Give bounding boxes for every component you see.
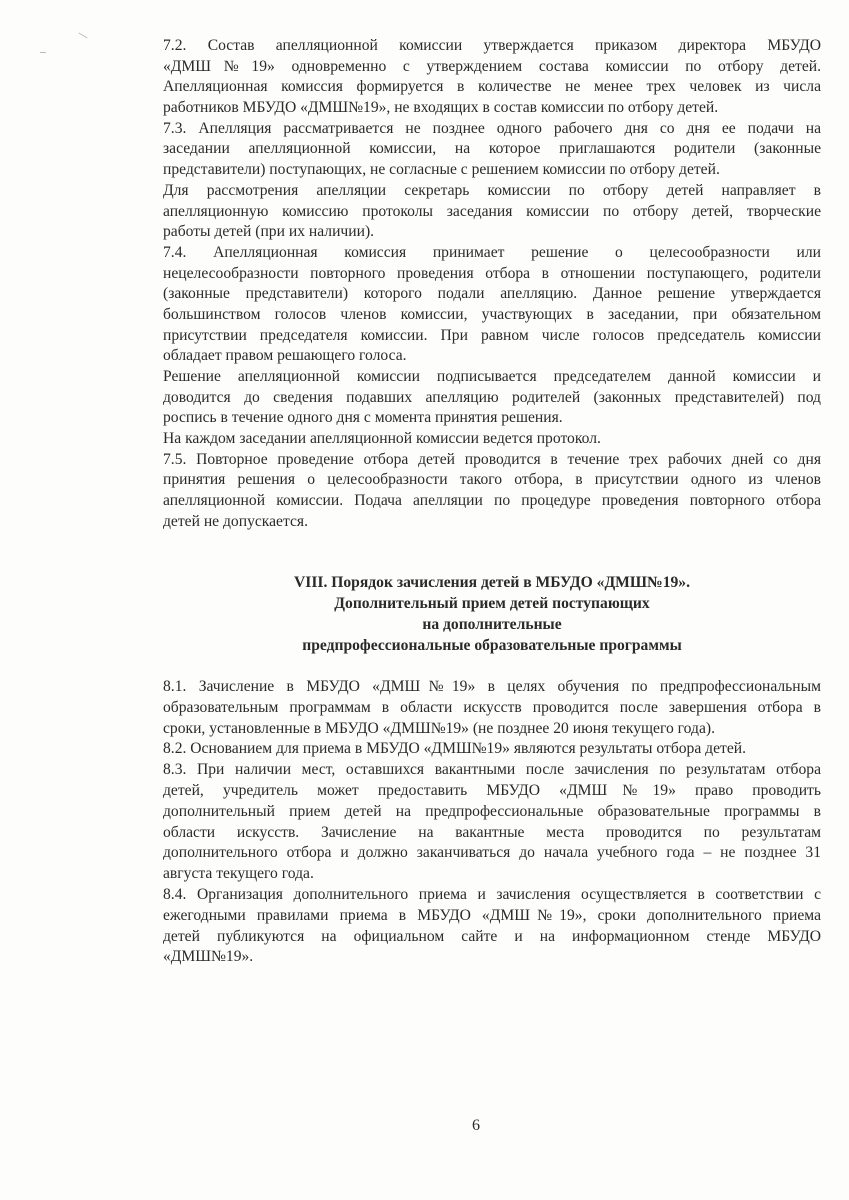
section-8-body: [163, 677, 821, 968]
text-line: детей не допускается.: [163, 512, 308, 530]
text-line: Решение апелляционной комиссии подписывается председателем данной комиссии и: [163, 368, 821, 385]
text-line: На каждом заседании апелляционной комиссии ведется протокол.: [163, 430, 601, 448]
paragraph: [163, 181, 821, 243]
text-line: 7.3. Апелляция рассматривается не позднее одного рабочего дня со дня ее подачи на: [163, 119, 821, 137]
paragraph: [163, 885, 821, 968]
text-line: большинством голосов членов комиссии, участвующих в заседании, при обязательном: [163, 305, 821, 323]
text-line: работы детей (при их наличии).: [163, 223, 375, 241]
heading-line: Дополнительный прием детей поступающих: [334, 595, 650, 612]
text-line: области искусств. Зачисление на вакантные места проводится по результатам: [163, 823, 821, 841]
text-line: августа текущего года.: [163, 865, 314, 883]
heading-line: VIII. Порядок зачисления детей в МБУДО «ДМШ№19».: [293, 574, 690, 591]
paragraph: [163, 36, 821, 119]
paragraph: [163, 739, 821, 760]
text-line: ежегодными правилами приема в МБУДО «ДМШ№19», сроки дополнительного приема: [163, 906, 821, 924]
text-line: дополнительного отбора и должно заканчиваться до начала учебного года – не позднее 31: [163, 844, 821, 862]
text-line: 8.1. Зачисление в МБУДО «ДМШ№19» в целях обучения по предпрофессиональным: [163, 678, 821, 695]
text-line: апелляционной комиссии. Подача апелляции по процедуре проведения повторного отбора: [163, 492, 821, 510]
paragraph: [163, 429, 821, 450]
text-line: нецелесообразности повторного проведения отбора в отношении поступающего, родители: [163, 264, 821, 282]
text-line: присутствии председателя комиссии. При равном числе голосов председатель комиссии: [163, 326, 821, 344]
paragraph: [163, 450, 821, 533]
text-line: (законные представители) которого подали апелляцию. Данное решение утверждается: [163, 285, 821, 303]
text-line: детей, учредитель может предоставить МБУДО «ДМШ№19» право проводить: [163, 781, 821, 799]
text-line: 8.3. При наличии мест, оставшихся вакантными после зачисления по результатам отбора: [163, 761, 821, 779]
text-line: 7.5. Повторное проведение отбора детей проводится в течение трех рабочих дней со дня: [163, 450, 821, 468]
text-line: представители) поступающих, не согласные с решением комиссии по отбору детей.: [163, 161, 720, 179]
text-line: «ДМШ№19» одновременно с утверждением состава комиссии по отбору детей.: [163, 57, 821, 75]
text-line: 8.4. Организация дополнительного приема и зачисления осуществляется в соответствии с: [163, 885, 821, 903]
text-line: Апелляционная комиссия формируется в количестве не менее трех человек из числа: [163, 78, 821, 96]
paragraph: [163, 119, 821, 181]
text-line: 8.2. Основанием для приема в МБУДО «ДМШ№19» являются результаты отбора детей.: [163, 740, 747, 758]
text-line: сроки, установленные в МБУДО «ДМШ№19» (не позднее 20 июня текущего года).: [163, 719, 715, 737]
scan-speck: [40, 52, 46, 53]
text-line: «ДМШ№19».: [163, 948, 254, 966]
section-8-heading: [163, 572, 821, 656]
text-line: 7.4. Апелляционная комиссия принимает решение о целесообразности или: [163, 243, 821, 261]
scan-speck: [78, 33, 87, 39]
text-line: образовательным программам в области искусств проводится после завершения отбора в: [163, 698, 821, 716]
paragraph: [163, 677, 821, 739]
text-line: роспись в течение одного дня с момента принятия решения.: [163, 409, 563, 427]
text-line: доводится до сведения подавших апелляцию родителей (законных представителей) под: [163, 388, 821, 406]
text-line: детей публикуются на официальном сайте и на информационном стенде МБУДО: [163, 927, 821, 945]
heading-line: на дополнительные: [422, 616, 562, 633]
page-number: 6: [472, 1117, 480, 1134]
paragraph: [163, 760, 821, 885]
text-line: дополнительный прием детей на предпрофессиональные образовательные программы в: [163, 802, 821, 820]
text-line: работников МБУДО «ДМШ№19», не входящих в состав комиссии по отбору детей.: [163, 99, 719, 117]
heading-line: предпрофессиональные образовательные программы: [302, 637, 682, 654]
text-line: принятия решения о целесообразности такого отбора, в присутствии одного из членов: [163, 471, 821, 489]
text-line: Для рассмотрения апелляции секретарь комиссии по отбору детей направляет в: [163, 181, 821, 199]
text-line: обладает правом решающего голоса.: [163, 347, 407, 365]
paragraph: [163, 243, 821, 367]
text-line: апелляционную комиссию протоколы заседания комиссии по отбору детей, творческие: [163, 202, 821, 220]
text-line: 7.2. Состав апелляционной комиссии утверждается приказом директора МБУДО: [163, 37, 821, 54]
text-line: заседании апелляционной комиссии, на которое приглашаются родители (законные: [163, 140, 821, 158]
paragraph: [163, 367, 821, 429]
section-7-body: [163, 36, 821, 533]
